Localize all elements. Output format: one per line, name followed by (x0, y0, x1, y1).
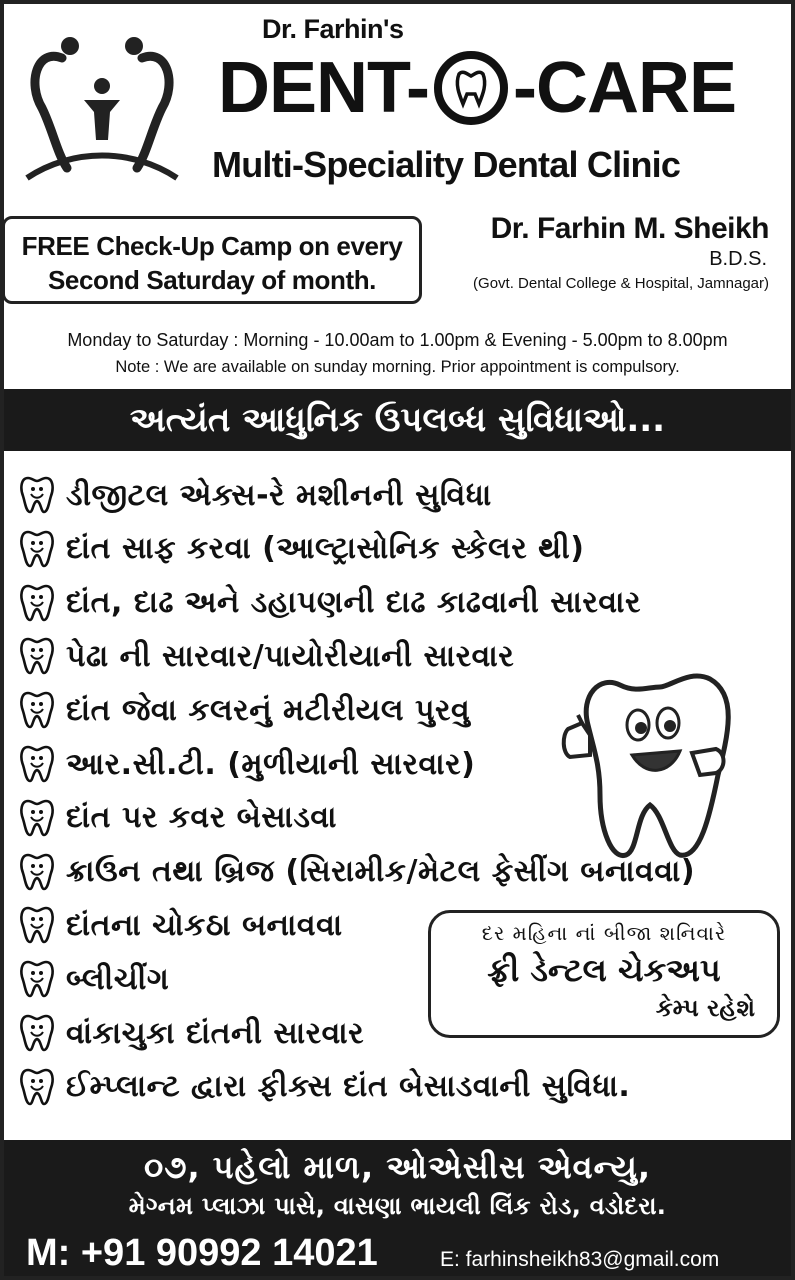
clinic-hours: Monday to Saturday : Morning - 10.00am to 1.00pm & Evening - 5.00pm to 8.00pm (67, 330, 728, 350)
camp-box-line-3: કેમ્પ રહેશે (655, 994, 755, 1022)
smiling-tooth-icon (18, 797, 56, 839)
dental-family-logo-icon (22, 28, 182, 188)
doctor-info (473, 212, 769, 292)
service-item (18, 743, 475, 785)
facilities-banner: અત્યંત આધુનિક ઉપલબ્ધ સુવિધાઓ... (4, 389, 791, 451)
brand-title (218, 50, 736, 126)
smiling-tooth-icon (18, 904, 56, 946)
service-label: ઈમ્પ્લાન્ટ દ્વારા ફીક્સ દાંત બેસાડવાની સુવિધા. (66, 1069, 631, 1105)
service-label: દાંતના ચોકઠા બનાવવા (66, 907, 343, 943)
service-item (18, 635, 514, 677)
service-label: દાંત પર કવર બેસાડવા (66, 800, 337, 836)
smiling-tooth-icon (18, 474, 56, 516)
smiling-tooth-icon (18, 582, 56, 624)
email-address: E: farhinsheikh83@gmail.com (440, 1248, 720, 1271)
service-label: દાંત, દાઢ અને ડહાપણની દાઢ કાઢવાની સારવાર (66, 585, 641, 621)
service-label: પેઢા ની સારવાર/પાયોરીયાની સારવાર (66, 638, 515, 674)
smiling-tooth-icon (18, 1066, 56, 1108)
service-item (18, 904, 343, 946)
service-item (18, 958, 169, 1000)
clinic-note: Note : We are available on sunday morning. Prior appointment is compulsory. (115, 358, 680, 376)
tooth-circle-icon (433, 50, 509, 126)
camp-box-line-2: ફ્રી ડેન્ટલ ચેકઅપ (487, 951, 721, 989)
brand-right: -CARE (513, 48, 736, 128)
smiling-tooth-icon (18, 635, 56, 677)
smiling-tooth-icon (18, 851, 56, 893)
tooth-mascot-thumbs-up-icon (560, 665, 750, 865)
service-item (18, 1066, 630, 1108)
service-item (18, 528, 584, 570)
service-label: આર.સી.ટી. (મુળીયાની સારવાર) (66, 746, 476, 782)
service-item (18, 474, 492, 516)
service-label: ડીજીટલ એક્સ-રે મશીનની સુવિધા (66, 477, 492, 513)
address-line-1: ૦૭, પહેલો માળ, ઓએસીસ એવન્યુ, (143, 1148, 652, 1186)
doctor-degree: B.D.S. (709, 248, 767, 270)
address-line-2: મેગ્નમ પ્લાઝા પાસે, વાસણા ભાયલી લિંક રોડ, વડોદરા. (128, 1192, 667, 1220)
service-label: બ્લીચીંગ (66, 961, 170, 997)
service-label: દાંત સાફ કરવા (આલ્ટ્રાસોનિક સ્કેલર થી) (66, 531, 585, 567)
service-label: વાંકાચુકા દાંતની સારવાર (66, 1015, 365, 1051)
free-checkup-camp-box (428, 910, 780, 1038)
service-label: દાંત જેવા કલરનું મટીરીયલ પુરવુ (66, 692, 471, 728)
brand-left: DENT- (218, 48, 429, 128)
smiling-tooth-icon (18, 958, 56, 1000)
clinic-subtitle: Multi-Speciality Dental Clinic (212, 144, 681, 185)
footer (4, 1140, 791, 1276)
service-item (18, 689, 470, 731)
camp-box-line-1: દર મહિના નાં બીજા શનિવારે (481, 921, 727, 945)
doctor-college: (Govt. Dental College & Hospital, Jamnagar) (473, 275, 769, 292)
free-camp-notice (2, 216, 422, 304)
doctor-prefix: Dr. Farhin's (262, 14, 404, 44)
camp-line-2: Second Saturday of month. (47, 265, 377, 295)
smiling-tooth-icon (18, 689, 56, 731)
smiling-tooth-icon (18, 1012, 56, 1054)
smiling-tooth-icon (18, 743, 56, 785)
service-item (18, 582, 641, 624)
camp-line-1: FREE Check-Up Camp on every (21, 231, 403, 261)
phone-number: M: +91 90992 14021 (26, 1232, 378, 1274)
doctor-name: Dr. Farhin M. Sheikh (490, 212, 769, 245)
service-label: ક્રાઉન તથા બ્રિજ (સિરામીક/મેટલ ફેસીંગ બનાવવા) (66, 854, 696, 890)
service-item (18, 1012, 364, 1054)
service-item (18, 797, 337, 839)
smiling-tooth-icon (18, 528, 56, 570)
